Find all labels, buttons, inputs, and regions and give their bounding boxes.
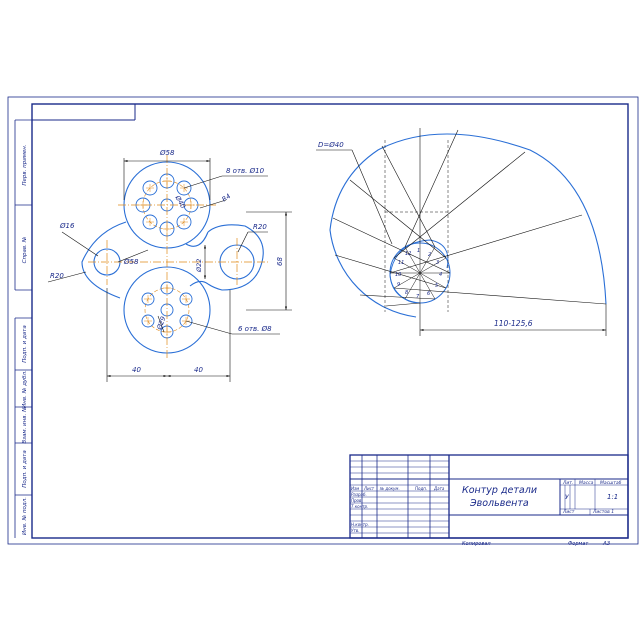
scale-value: 1:1 [607, 493, 619, 501]
title-line-1: Контур детали [462, 485, 537, 496]
point-label-9: 9 [397, 282, 401, 288]
stamp-inv-podl: Инв. № подл. [22, 497, 28, 535]
point-label-4: 4 [439, 272, 443, 278]
dim-r20-left: R20 [50, 272, 64, 280]
scale-label: Масштаб [600, 481, 622, 486]
dim-diam58-top: Ø58 [160, 149, 175, 157]
dim-length: 110-125,6 [494, 319, 533, 328]
role-nkontr: Н.контр. [351, 522, 369, 527]
dim-r20-right: R20 [253, 223, 267, 231]
lit-value: У [565, 494, 569, 501]
point-label-7: 7 [416, 294, 420, 300]
stamp-sprav-no: Справ. № [22, 236, 28, 264]
dim-diam16: Ø16 [60, 222, 75, 230]
d40-leader [316, 150, 392, 244]
construction-axes [385, 140, 448, 312]
stamp-podp-data-2: Подп. и дата [22, 450, 28, 488]
title-line-2: Эвольвента [470, 498, 529, 509]
stamp-vzam-inv: Взам. инв. № [22, 406, 28, 444]
involute-view [316, 128, 606, 336]
hdr-doc: № докум. [380, 486, 400, 491]
role-razrab: Разраб. [351, 492, 367, 497]
hdr-izm: Изм [351, 486, 360, 491]
point-label-10: 10 [395, 272, 402, 278]
hdr-podp: Подп. [415, 486, 428, 491]
hdr-data: Дата [434, 486, 445, 491]
point-label-11: 11 [398, 260, 405, 266]
role-tkontr: Т.контр. [351, 504, 369, 509]
stamp-podp-data-1: Подп. и дата [22, 325, 28, 363]
dim-d40: D=Ø40 [318, 141, 344, 149]
mass-label: Масса [579, 481, 594, 486]
dim-68: 68 [276, 257, 284, 266]
dim-r4: R4 [220, 192, 233, 204]
point-label-6: 6 [427, 291, 431, 297]
dimension-lines [48, 158, 292, 382]
stamp-perv-primen: Перв. примен. [22, 144, 28, 186]
format-label: Формат [568, 541, 589, 547]
dim-holes8: 6 отв. Ø8 [238, 325, 272, 333]
tangent-lines [333, 128, 606, 306]
copied-label: Копировал [462, 541, 491, 547]
dim-diam58-mid: Ø58 [124, 258, 139, 266]
format-value: А3 [603, 541, 611, 547]
contour-outline [82, 162, 263, 353]
role-utv: Утв. [351, 528, 360, 533]
point-label-1: 1 [417, 248, 421, 254]
point-label-8: 8 [405, 290, 409, 296]
point-label-12: 12 [405, 251, 412, 257]
involute-outer-arc [330, 134, 606, 317]
side-stamp-labels [22, 144, 28, 535]
dim-40-right: 40 [194, 366, 203, 374]
point-label-3: 3 [436, 260, 440, 266]
lit-label: Лит. [563, 481, 574, 486]
title-block [350, 455, 628, 538]
role-prov: Пров. [351, 498, 363, 503]
point-label-5: 5 [435, 283, 439, 289]
dim-diam22: Ø22 [195, 258, 203, 272]
point-label-2: 2 [428, 252, 432, 258]
stamp-inv-dubl: Инв. № дубл. [22, 370, 28, 408]
sheet-label: Лист [563, 510, 575, 515]
dim-diam29: Ø29 [155, 315, 168, 331]
dim-holes10: 8 отв. Ø10 [226, 167, 265, 175]
part-contour-view [48, 149, 292, 382]
sheets-label: Листов 1 [593, 510, 615, 515]
title-block-texts [351, 480, 622, 547]
drawing-frame [8, 97, 638, 544]
dim-diam40: Ø40 [173, 194, 188, 210]
hdr-list: Лист [364, 486, 375, 491]
dim-40-left: 40 [132, 366, 141, 374]
